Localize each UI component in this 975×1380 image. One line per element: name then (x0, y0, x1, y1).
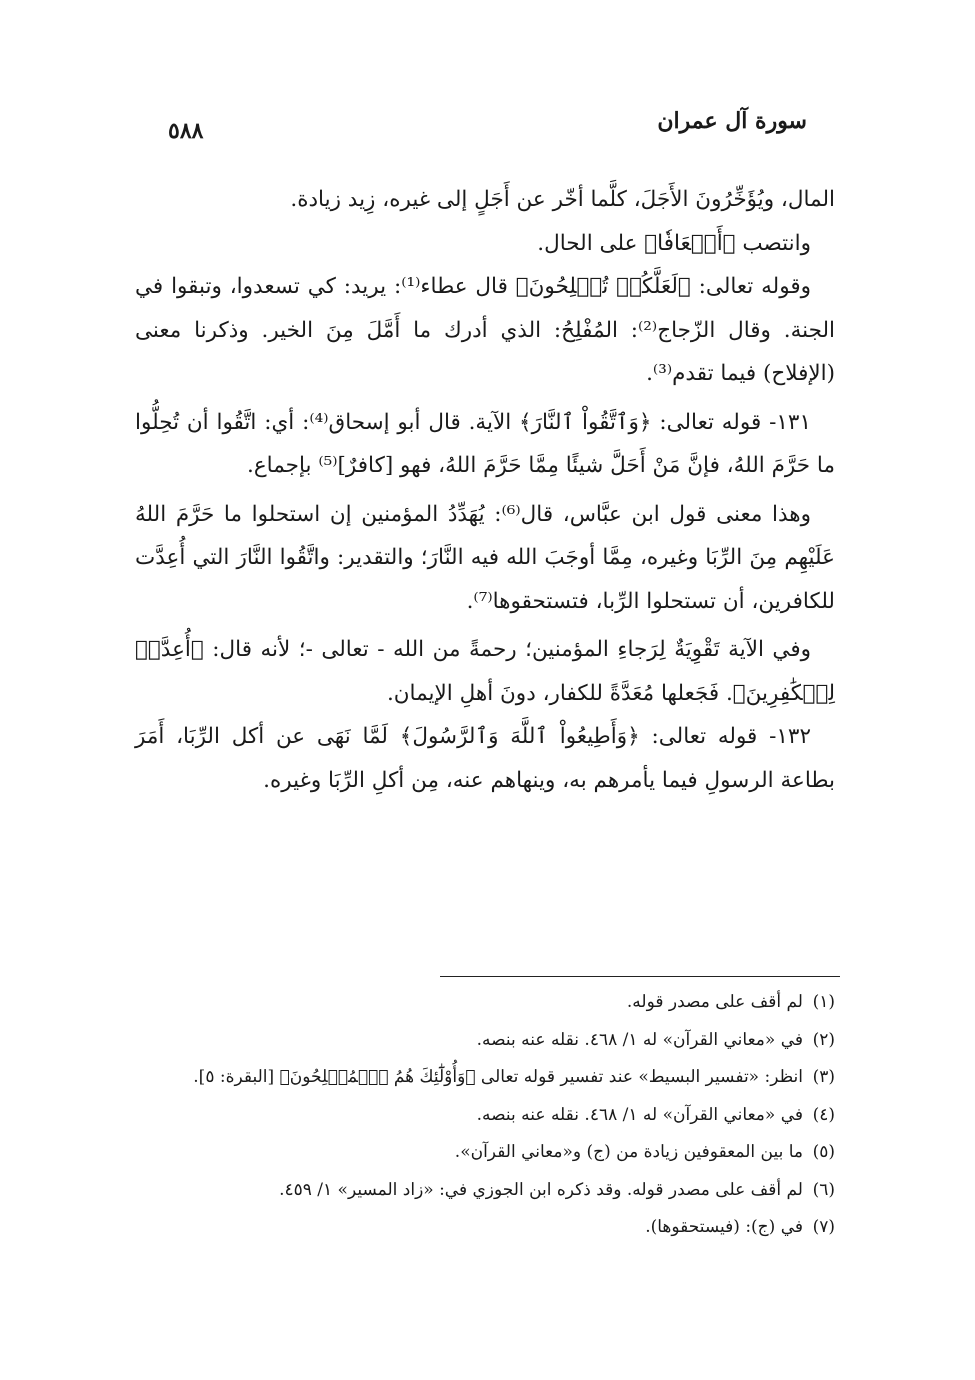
footnote-text: في «معاني القرآن» له ١/ ٤٦٨. نقله عنه بنصه. (476, 1104, 803, 1125)
footnote-number: (٤) (812, 1104, 835, 1125)
footnote (135, 1059, 835, 1097)
paragraph: وفي الآية تَقْوِيَةٌ لِرَجاءِ المؤمنين؛ رحمةً من الله - تعالى -؛ لأنه قال: ﴿أُعِدَّتۡ لِلۡكَٰفِرِينَ﴾. فَجَعلها مُعَدَّةً للكفار، دونَ أهلِ الإيمان. (135, 637, 835, 706)
footnote-number: (١) (812, 992, 835, 1012)
main-text (135, 178, 835, 802)
paragraph: وقوله تعالى: ﴿لَعَلَّكُمۡ تُفۡلِحُونَ﴾ قال عطاء⁽¹⁾: يريد: كي تسعدوا، وتبقوا في الجنة. وقال الزّجاج⁽²⁾: المُفْلِحُ: الذي أدرك ما أَمَّلَ مِنَ الخير. وذكرنا معنى (الإفلاح) فيما تقدم⁽³⁾. (135, 274, 835, 386)
footnote-divider (440, 976, 840, 977)
footnote (135, 984, 835, 1022)
paragraph: وهذا معنى قول ابن عبَّاس، قال⁽⁶⁾: يُهَدِّدُ المؤمنين إن استحلوا ما حَرَّمَ اللهُ عَلَيْهِم مِنَ الرِّبَا وغيره، مِمَّا أوجَبَ الله فيه النَّارَ؛ والتقدير: واتَّقُوا النَّارَ التي أُعِدَّت للكافرين، أن تستحلوا الرِّبا، فتستحقوها⁽⁷⁾. (135, 501, 835, 614)
footnote (135, 1134, 835, 1172)
footnote (135, 1209, 835, 1247)
paragraph: ١٣١- قوله تعالى: ﴿وَٱتَّقُواْ ٱلنَّارَ﴾ الآية. قال أبو إسحاق⁽⁴⁾: أي: اتَّقُوا أن تُحِلُّوا ما حَرَّمَ اللهُ، فإنَّ مَنْ أَحَلَّ شيئًا مِمَّا حَرَّمَ اللهُ، فهو [كافرٌ]⁽⁵⁾ بإجماع. (135, 409, 835, 478)
footnote-text: ما بين المعقوفين زيادة من (ج) و«معاني القرآن». (454, 1142, 803, 1162)
paragraph: المال، ويُؤَخِّرُونَ الأَجَلَ، كلَّما أخّر عن أَجَلٍ إلى غيره، زِيد زيادة. (290, 187, 835, 212)
footnote-text: لم أقف على مصدر قوله. وقد ذكره ابن الجوزي في: «زاد المسير» ١/ ٤٥٩. (279, 1179, 803, 1200)
paragraph: وانتصب ﴿أَضۡعَافٗا﴾ على الحال. (537, 230, 811, 256)
paragraph: ١٣٢- قوله تعالى: ﴿وَأَطِيعُواْ ٱللَّهَ وَٱلرَّسُولَ﴾ لَمَّا نَهَى عن أكل الرِّبَا، أَمَرَ بطاعة الرسولِ فيما يأمرهم به، وينهاهم عنه، مِن أكلِ الرِّبَا وغيره. (135, 724, 835, 793)
footnote (135, 1172, 835, 1210)
footnote (135, 1097, 835, 1135)
footnote-text: في (ج): (فيستحقوها). (645, 1217, 803, 1237)
footnote-text: لم أقف على مصدر قوله. (626, 992, 803, 1012)
footnote-number: (٢) (812, 1029, 835, 1050)
footnote-number: (٣) (812, 1067, 835, 1087)
footnotes (135, 984, 835, 1247)
page-number: ٥٨٨ (168, 118, 204, 144)
footnote-number: (٧) (812, 1217, 835, 1237)
footnote-number: (٦) (812, 1179, 835, 1200)
footnote-text: في «معاني القرآن» له ١/ ٤٦٨. نقله عنه بنصه. (476, 1029, 803, 1050)
footnote-text: انظر: «تفسير البسيط» عند تفسير قوله تعالى ﴿وَأُوْلَٰٓئِكَ هُمُ ٱلۡمُفۡلِحُونَ﴾ [البقرة: ٥]. (193, 1067, 803, 1087)
footnote-number: (٥) (812, 1142, 835, 1162)
footnote (135, 1022, 835, 1060)
running-header-title: سورة آل عمران (657, 108, 807, 134)
